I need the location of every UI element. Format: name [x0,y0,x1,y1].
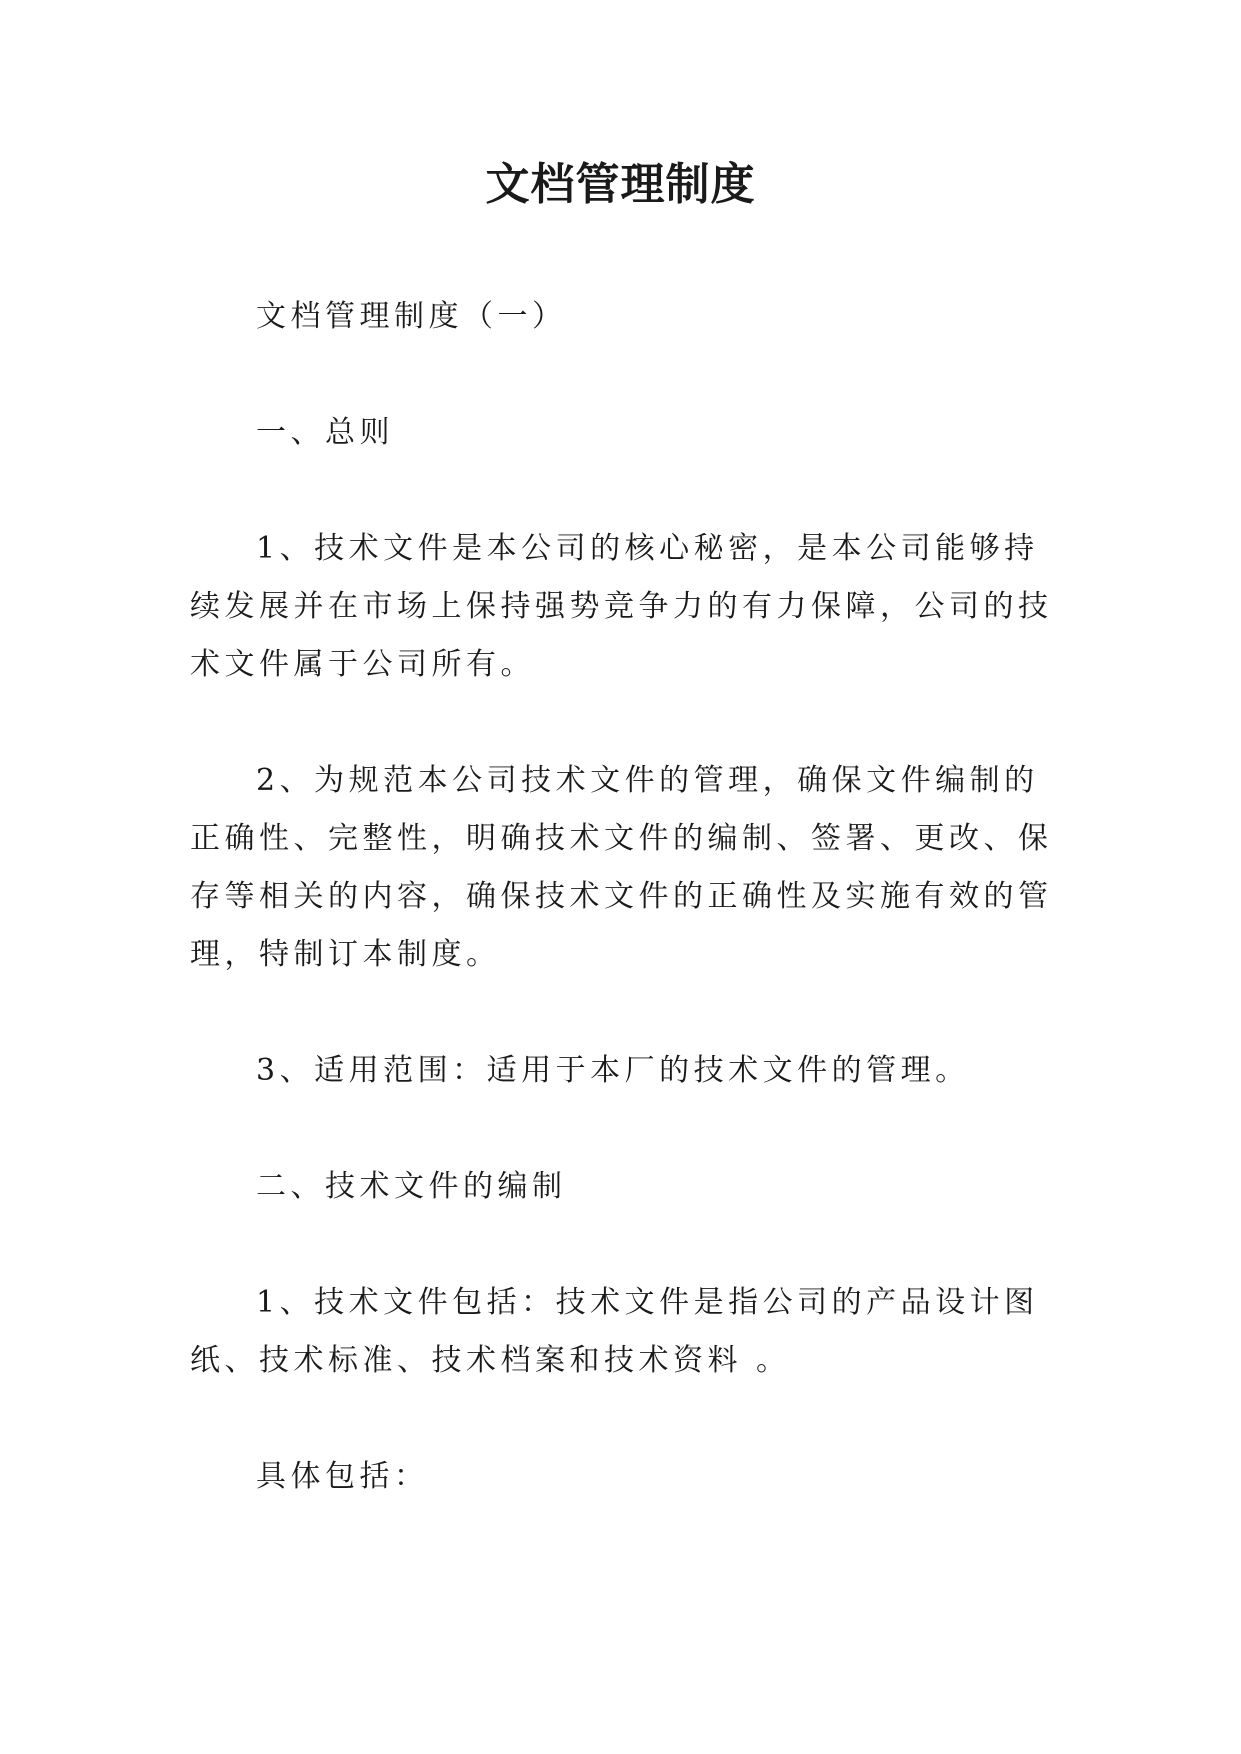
subtitle-paragraph: 文档管理制度（一） [256,299,567,334]
document-title: 文档管理制度 [485,159,756,210]
body-paragraph: 具体包括： [256,1459,429,1494]
body-paragraph: 2、为规范本公司技术文件的管理，确保文件编制的正确性、完整性，明确技术文件的编制、签署、更改、保存等相关的内容，确保技术文件的正确性及实施有效的管理，特制订本制度。 [190,763,1053,972]
body-paragraph: 1、技术文件是本公司的核心秘密，是本公司能够持续发展并在市场上保持强势竞争力的有力保障，公司的技术文件属于公司所有。 [190,531,1053,682]
document-body [190,288,1070,1564]
body-paragraph: 3、适用范围：适用于本厂的技术文件的管理。 [256,1053,970,1088]
section-heading-general: 一、总则 [256,415,394,450]
body-paragraph: 1、技术文件包括：技术文件是指公司的产品设计图纸、技术标准、技术档案和技术资料 。 [190,1285,1039,1378]
section-heading-compilation: 二、技术文件的编制 [256,1169,567,1204]
